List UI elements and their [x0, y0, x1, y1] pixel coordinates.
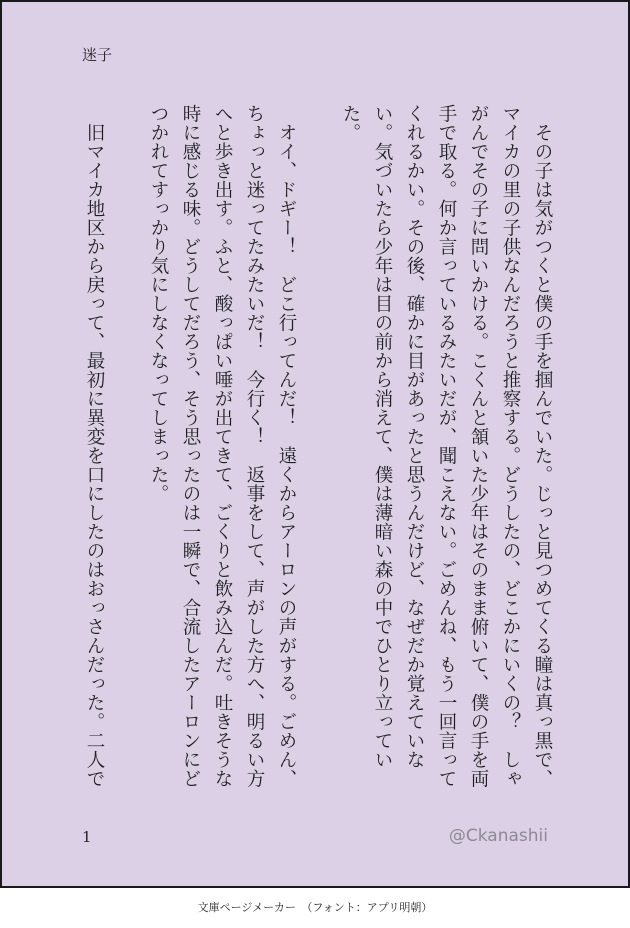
- paragraph-1: その子は気がつくと僕の手を掴んでいた。じっと見つめてくる瞳は真っ黒で、マイカの里の子供なんだろうと推察する。どうしたの、どこかにいくの？ しゃがんでその子に問いかける。こくんと頷いた少年はそのまま俯いて、僕の手を両手で取る。何か言っているみたいだが、聞こえない。ごめんね、もう一回言ってくれるかい。その後、確かに目があったと思うんだけど、なぜだか覚えていない。気づいたら少年は目の前から消えて、僕は薄暗い森の中でひとり立っていた。: [340, 104, 553, 788]
- author-handle: @Ckanashii: [448, 826, 548, 846]
- paragraph-3: 旧マイカ地区から戻って、最初に異変を口にしたのはおっさんだった。二人で: [84, 122, 105, 788]
- footer-credit: 文庫ページメーカー （フォント：アプリ明朝）: [197, 901, 433, 914]
- page-number: 1: [82, 828, 92, 846]
- paragraph-2: オイ、ドギー！ どこ行ってんだ！ 遠くからアーロンの声がする。ごめん、ちょっと迷ってたみたいだ！ 今行く！ 返事をして、声がした方へ、明るい方へと歩き出す。ふと、酸っぱい唾が出てきて、ごくりと飲み込んだ。吐きそうな時に感じる味。どうしてだろう、そう思ったのは一瞬で、合流したアーロンにどつかれてすっかり気にしなくなってしまった。: [148, 104, 297, 788]
- paragraph-spacer: [110, 104, 142, 794]
- page-title: 迷子: [82, 46, 113, 64]
- paragraph-spacer: [302, 104, 334, 794]
- vertical-body-text: [72, 104, 558, 794]
